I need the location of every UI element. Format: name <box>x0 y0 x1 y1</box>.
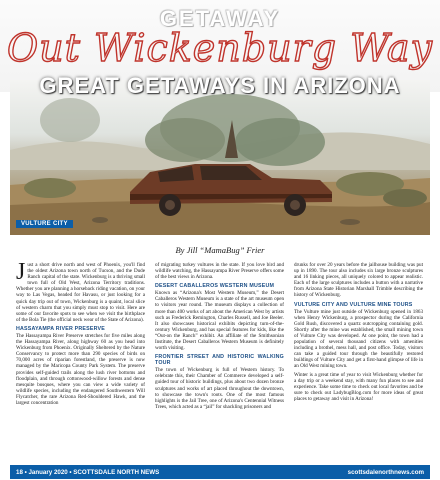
footer-website: scottsdalenorthnews.com <box>347 468 424 476</box>
author-byline: By Jill “MamaBug” Frier <box>175 245 265 255</box>
body-paragraph: The town of Wickenburg is full of Western history. To celebrate this, their Chamber of Commerce developed a self-guided tour of historic buildings, plus about two dozen bronze sculptures and works of art placed throughout the downtown, to showcase the town's roots. One of the most famous highlights is the Jail Tree, one of Arizona's Centennial Witness Trees, which acted as a “jail” for shackling prisoners and <box>155 367 284 410</box>
section-heading: VULTURE CITY AND VULTURE MINE TOURS <box>294 301 413 308</box>
hero-photo <box>10 80 430 235</box>
section-heading: DESERT CABALLEROS WESTERN MUSEUM <box>155 283 275 290</box>
body-paragraph: drunks for over 20 years before the jailhouse building was put up in 1890. The tour also includes six large bronze sculptures and 16 linking pieces, all uniquely colored to appear realistic. Each of the large sculptures includes a button with a narrative from Arizona State Historian Marshall Trimble describing the history of Wickenburg. <box>294 262 423 299</box>
body-paragraph: Winter is a great time of year to visit Wickenburg whether for a day trip or a weekend stay, with many fun places to see and experience. Take some time to check out local favorites and be sure to check out LadybugBlog.com for more ideas of great places to getaway and visit in Arizona! <box>294 371 423 402</box>
intro-paragraph: Just a short drive north and west of Phoenix, you'll find the oldest Arizona town north of Tucson, and the Dude Ranch capital of the state. Wickenburg is a thriving small town full of Old West, Arizona Territory traditions. Whether you are planning a horseback riding vacation, on your way to Las Vegas, headed for Havasu, or just looking for a quick day trip out of town, Wickenburg is a quaint, local slice of western charm that you simply must stop to visit. Here are some of our favorite spots to see when we visit the birthplace of the Bola Tie (the official neck wear of the State of Arizona). <box>16 259 145 323</box>
section-kicker: GETAWAY <box>159 6 281 31</box>
page-footer <box>10 465 430 479</box>
footer-folio: 18 • January 2020 • SCOTTSDALE NORTH NEWS <box>16 468 160 476</box>
column-3 <box>294 262 423 462</box>
body-paragraph: The Hassayampa River Preserve stretches for five miles along the Hassayampa River, along highway 60 as you head into Wickenburg from Phoenix. Originally Sheltered by the Nature Conservancy to protect more than 290 species of birds on 70,000 acres of riparian forestland, the preserve is now managed by the Maricopa County Park System. The preserve provides self-guided trails along the lush river bottoms and floodplain, and through cottonwood-willow forests and dense mesquite bosques, where you can view a wide variety of wildlife species, including the endangered Southwestern Will Flycatcher, the rare Arizona Red-Shouldered Hawk, and the largest concentration <box>16 332 145 406</box>
body-paragraph: The Vulture mine just outside of Wickenburg opened in 1863 when Henry Wickenburg, a prospector during the California Gold Rush, discovered a quartz outcropping containing gold. Shortly after the mine was established, the small mining town of Vulture City was developed. At one point, the town had a population of several thousand citizens with amenities including a brothel, mess hall, and post office. Today, visitors can take a guided tour through the beautifully restored buildings of Vulture City and get a first-hand glimpse of life in an Old West mining town. <box>294 308 423 370</box>
abandoned-car-illustration <box>10 80 430 235</box>
drop-cap: J <box>16 259 26 285</box>
column-2 <box>155 262 284 462</box>
article-body <box>16 259 424 462</box>
body-paragraph: Known as “Arizona's Most Western Museum,” the Desert Caballeros Western Museum is a state of the art museum open to visitors year round. The museum displays a collection of more than 400 works of art about the American West by artists such as Frederick Remington, Charles Russell, and Joe Beeler. It also showcases historical exhibits depicting turn-of-the-century Wickenburg, and has special features for kids, like the “Out-on the Ranch” exhibit. An affiliate of the Smithsonian Institute, the Desert Caballeros Western Museum is definitely worth visiting. <box>155 290 284 352</box>
body-paragraph: of migrating turkey vultures in the state. If you love bird and wildlife watching, the Hassayampa River Preserve offers some of the best views in Arizona. <box>155 262 284 281</box>
section-heading: HASSAYAMPA RIVER PRESERVE <box>16 325 105 332</box>
photo-caption-badge: VULTURE CITY <box>16 220 73 228</box>
article-title: Out Wickenburg Way <box>6 26 434 70</box>
column-1 <box>16 259 145 462</box>
section-heading: FRONTIER STREET AND HISTORIC WALKING TOUR <box>155 354 284 367</box>
article-subtitle: GREAT GETAWAYS IN ARIZONA <box>39 73 401 98</box>
